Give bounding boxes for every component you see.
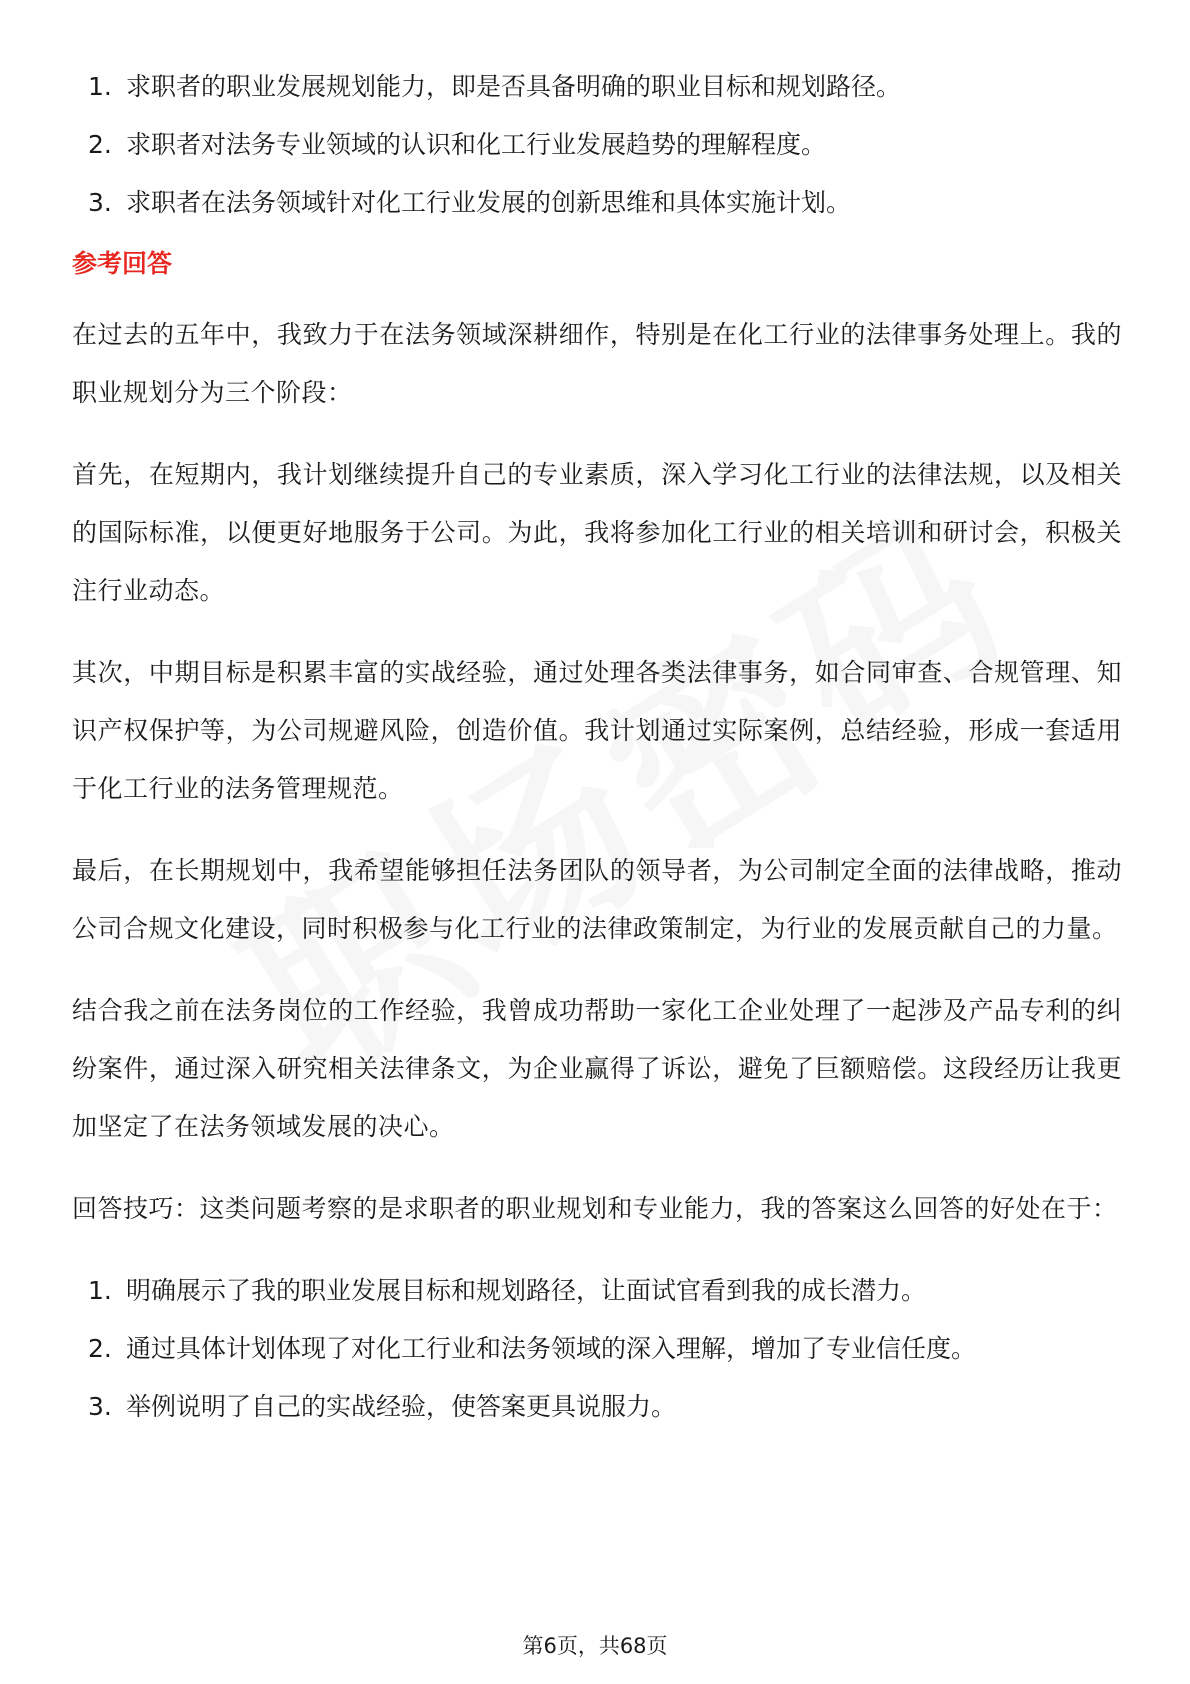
paragraph-mid-term: 其次，中期目标是积累丰富的实战经验，通过处理各类法律事务，如合同审查、合规管理、知识产权保护等，为公司规避风险，创造价值。我计划通过实际案例，总结经验，形成一套适用于化工行业的法务管理规范。 — [72, 658, 1122, 803]
paragraph-experience: 结合我之前在法务岗位的工作经验，我曾成功帮助一家化工企业处理了一起涉及产品专利的纠纷案件，通过深入研究相关法律条文，为企业赢得了诉讼，避免了巨额赔偿。这段经历让我更加坚定了在法务领域发展的决心。 — [72, 996, 1122, 1141]
paragraph-tips: 回答技巧：这类问题考察的是求职者的职业规划和专业能力，我的答案这么回答的好处在于： — [72, 1194, 1118, 1223]
page-number-footer: 第6页，共68页 — [522, 1634, 668, 1658]
paragraph-intro: 在过去的五年中，我致力于在法务领域深耕细作，特别是在化工行业的法律事务处理上。我的职业规划分为三个阶段： — [72, 320, 1122, 407]
list-item — [72, 1320, 1122, 1378]
list-item — [72, 1262, 1122, 1320]
list-item — [72, 174, 1122, 232]
list-text: 求职者在法务领域针对化工行业发展的创新思维和具体实施计划。 — [126, 188, 852, 217]
list-number: 2. — [88, 130, 112, 159]
paragraph-long-term: 最后，在长期规划中，我希望能够担任法务团队的领导者，为公司制定全面的法律战略，推动公司合规文化建设，同时积极参与化工行业的法律政策制定，为行业的发展贡献自己的力量。 — [72, 856, 1122, 943]
list-number: 1. — [88, 72, 112, 101]
list-text: 举例说明了自己的实战经验，使答案更具说服力。 — [126, 1392, 677, 1421]
paragraph-short-term: 首先，在短期内，我计划继续提升自己的专业素质，深入学习化工行业的法律法规，以及相关的国际标准，以便更好地服务于公司。为此，我将参加化工行业的相关培训和研讨会，积极关注行业动态。 — [72, 460, 1122, 605]
page-content — [72, 58, 1122, 1436]
intro-list — [72, 58, 1122, 232]
list-item — [72, 58, 1122, 116]
list-number: 1. — [88, 1276, 112, 1305]
list-item — [72, 116, 1122, 174]
list-text: 通过具体计划体现了对化工行业和法务领域的深入理解，增加了专业信任度。 — [126, 1334, 977, 1363]
list-number: 3. — [88, 188, 112, 217]
list-text: 明确展示了我的职业发展目标和规划路径，让面试官看到我的成长潜力。 — [126, 1276, 927, 1305]
list-text: 求职者对法务专业领域的认识和化工行业发展趋势的理解程度。 — [126, 130, 827, 159]
list-item — [72, 1378, 1122, 1436]
list-text: 求职者的职业发展规划能力，即是否具备明确的职业目标和规划路径。 — [126, 72, 902, 101]
list-number: 3. — [88, 1392, 112, 1421]
answer-heading: 参考回答 — [72, 249, 173, 278]
list-number: 2. — [88, 1334, 112, 1363]
tips-list — [72, 1262, 1122, 1436]
